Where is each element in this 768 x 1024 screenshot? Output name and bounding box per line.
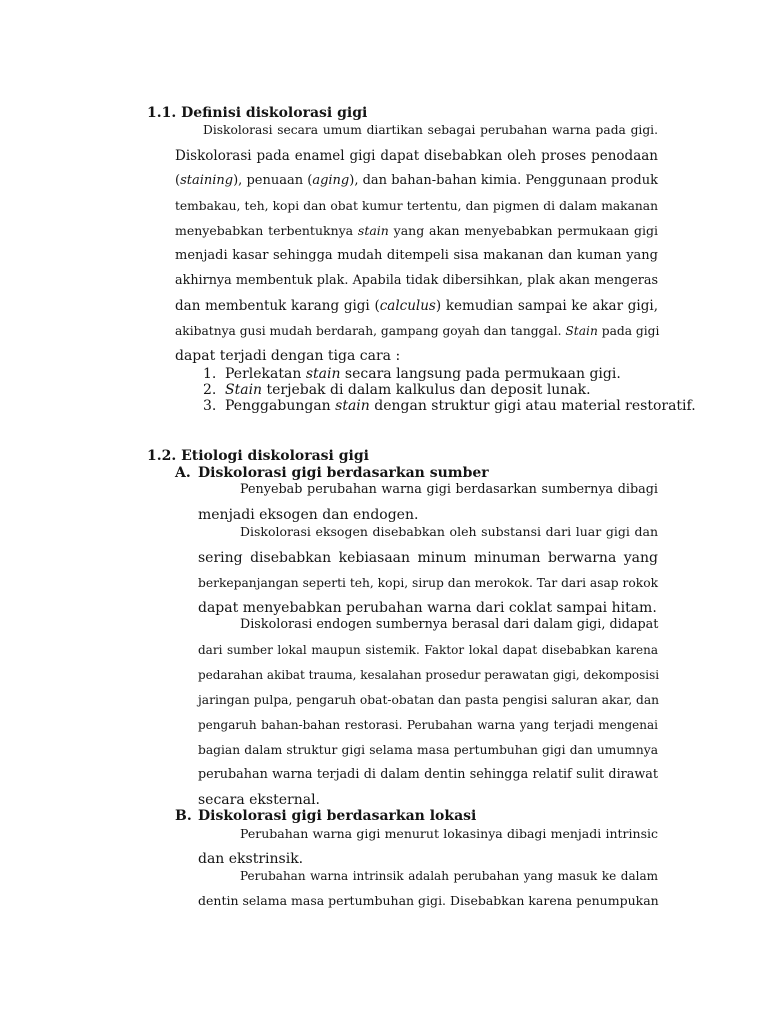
text-line: Penyebab perubahan warna gigi berdasarkan sumbernya dibagi — [240, 482, 658, 497]
subsection-heading-lokasi: Diskolorasi gigi berdasarkan lokasi — [198, 808, 477, 824]
text-run: dan membentuk karang gigi ( — [175, 298, 380, 314]
italic-term: calculus — [379, 298, 436, 314]
list-item-text — [225, 397, 696, 415]
list-number: 2. — [203, 382, 217, 398]
text-line: dapat terjadi dengan tiga cara : — [175, 348, 401, 364]
text-line: tembakau, teh, kopi dan obat kumur tertentu, dan pigmen di dalam makanan — [175, 199, 658, 213]
italic-term: staining — [180, 173, 234, 188]
text-line: dan ekstrinsik. — [198, 851, 304, 867]
text-line: dari sumber lokal maupun sistemik. Faktor lokal dapat disebabkan karena — [198, 643, 658, 657]
text-line: Perubahan warna gigi menurut lokasinya dibagi menjadi intrinsic — [240, 826, 658, 841]
text-line: perubahan warna terjadi di dalam dentin sehingga relatif sulit dirawat — [198, 767, 658, 782]
text-line: menjadi kasar sehingga mudah ditempeli sisa makanan dan kuman yang — [175, 248, 658, 263]
italic-term: Stain — [565, 324, 598, 338]
text-line: Diskolorasi endogen sumbernya berasal dari dalam gigi, didapat — [240, 617, 659, 632]
text-line — [175, 297, 658, 315]
text-line: dentin selama masa pertumbuhan gigi. Disebabkan karena penumpukan — [198, 893, 659, 908]
list-number: 1. — [203, 366, 217, 382]
italic-term: aging — [312, 173, 350, 188]
text-line: akhirnya membentuk plak. Apabila tidak dibersihkan, plak akan mengeras — [175, 273, 658, 288]
section-heading-etiologi: 1.2. Etiologi diskolorasi gigi — [147, 448, 369, 464]
text-run: pada gigi — [597, 324, 660, 338]
italic-term: stain — [305, 366, 341, 382]
text-run: ) kemudian sampai ke akar gigi, — [435, 298, 658, 314]
text-line: secara eksternal. — [198, 792, 320, 808]
list-number: 3. — [203, 398, 217, 414]
text-run: secara langsung pada permukaan gigi. — [340, 366, 621, 382]
italic-term: stain — [357, 223, 389, 238]
italic-term: Stain — [225, 382, 263, 398]
text-line: Diskolorasi pada enamel gigi dapat disebabkan oleh proses penodaan — [175, 148, 658, 164]
text-line — [175, 322, 658, 340]
text-line — [175, 172, 658, 190]
text-line: dapat menyebabkan perubahan warna dari coklat sampai hitam. — [198, 600, 657, 616]
text-line: Diskolorasi eksogen disebabkan oleh substansi dari luar gigi dan — [240, 524, 658, 539]
text-line: berkepanjangan seperti teh, kopi, sirup dan merokok. Tar dari asap rokok — [198, 576, 658, 590]
text-run: ( — [175, 173, 181, 188]
text-line: Diskolorasi secara umum diartikan sebagai perubahan warna pada gigi. — [203, 123, 658, 137]
text-line: Perubahan warna intrinsik adalah perubahan yang masuk ke dalam — [240, 869, 658, 883]
text-line: pengaruh bahan-bahan restorasi. Perubahan warna yang terjadi mengenai — [198, 718, 658, 732]
text-run: dengan struktur gigi atau material restoratif. — [369, 398, 696, 414]
text-run: ), penuaan ( — [233, 173, 313, 188]
text-run: Perlekatan — [225, 366, 306, 382]
text-line: sering disebabkan kebiasaan minum minuman berwarna yang — [198, 550, 658, 566]
text-line: pedarahan akibat trauma, kesalahan prosedur perawatan gigi, dekomposisi — [198, 668, 660, 682]
text-line: bagian dalam struktur gigi selama masa pertumbuhan gigi dan umumnya — [198, 743, 658, 757]
text-run: menyebabkan terbentuknya — [175, 223, 358, 238]
text-line — [175, 222, 658, 240]
text-run: yang akan menyebabkan permukaan gigi — [388, 223, 658, 238]
text-run: akibatnya gusi mudah berdarah, gampang goyah dan tanggal. — [175, 324, 566, 338]
text-run: Penggabungan — [225, 398, 336, 414]
text-line: jaringan pulpa, pengaruh obat-obatan dan pasta pengisi saluran akar, dan — [198, 693, 660, 707]
italic-term: stain — [335, 398, 370, 414]
section-heading-definisi: 1.1. Definisi diskolorasi gigi — [147, 105, 368, 121]
text-run: ), dan bahan-bahan kimia. Penggunaan produk — [349, 173, 658, 188]
subsection-heading-sumber: Diskolorasi gigi berdasarkan sumber — [198, 465, 489, 481]
text-run: terjebak di dalam kalkulus dan deposit lunak. — [262, 382, 591, 398]
text-line: menjadi eksogen dan endogen. — [198, 507, 419, 523]
subsection-letter-b: B. — [175, 808, 192, 824]
subsection-letter-a: A. — [175, 465, 191, 481]
